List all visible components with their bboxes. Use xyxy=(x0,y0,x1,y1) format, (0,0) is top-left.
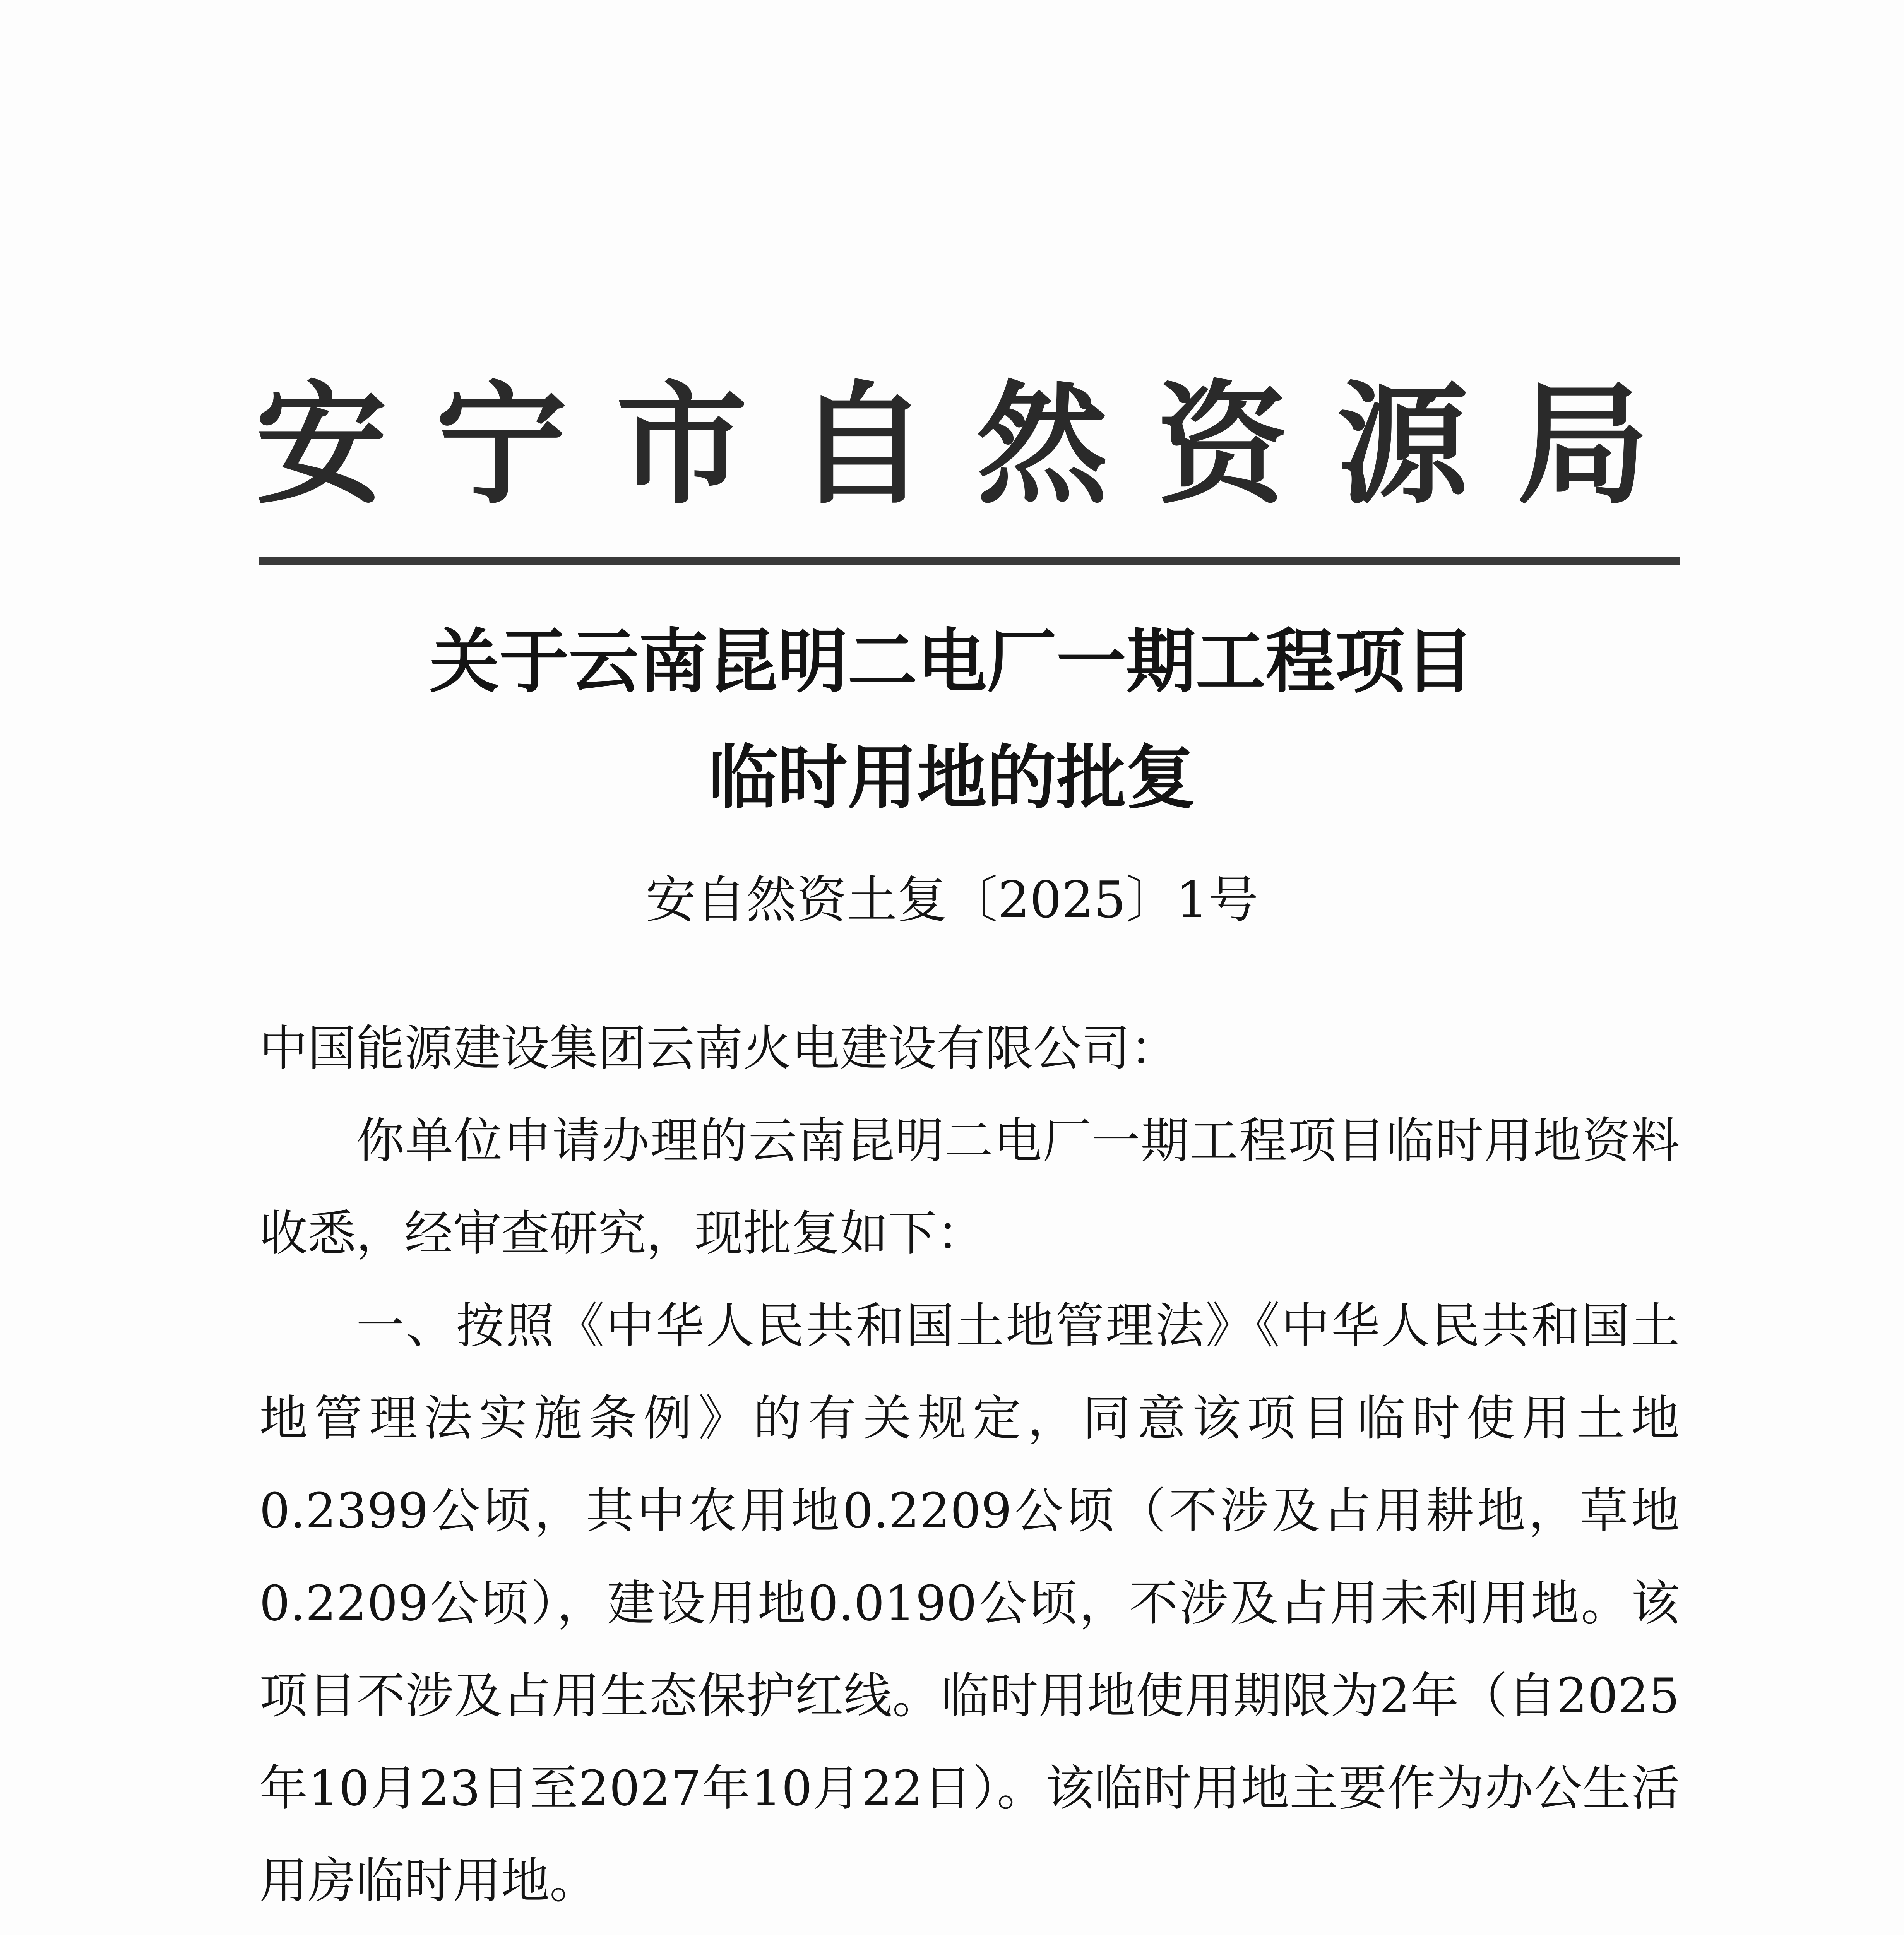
body-paragraph-item-1: 一、按照《中华人民共和国土地管理法》《中华人民共和国土地管理法实施条例》的有关规定，同意该项目临时使用土地0.2399公顷，其中农用地0.2209公顷（不涉及占用耕地，草地0.2209公顷），建设用地0.0190公顷，不涉及占用未利用地。该项目不涉及占用生态保护红线。临时用地使用期限为2年（自2025年10月23日至2027年10月22日）。该临时用地主要作为办公生活用房临时用地。 xyxy=(259,1298,1680,1909)
heading-char: 资 xyxy=(1156,368,1288,522)
heading-char: 自 xyxy=(796,368,928,522)
heading-char: 宁 xyxy=(435,368,567,522)
document-title-line-2: 临时用地的批复 xyxy=(708,737,1196,819)
heading-char: 局 xyxy=(1517,368,1649,522)
heading-char: 源 xyxy=(1337,368,1469,522)
document-body xyxy=(259,1002,1680,1935)
heading-char: 然 xyxy=(976,368,1108,522)
document-number: 安自然资土复〔2025〕1号 xyxy=(646,870,1258,929)
heading-char: 市 xyxy=(616,368,748,522)
body-paragraph-intro: 你单位申请办理的云南昆明二电厂一期工程项目临时用地资料收悉，经审查研究，现批复如下： xyxy=(259,1113,1680,1262)
body-paragraph-item-2 xyxy=(259,1927,1680,1935)
heading-char: 安 xyxy=(255,368,387,522)
header-divider xyxy=(259,557,1680,565)
document-title-line-1: 关于云南昆明二电厂一期工程项目 xyxy=(429,621,1474,702)
addressee: 中国能源建设集团云南火电建设有限公司： xyxy=(259,1021,1178,1077)
issuing-authority-heading xyxy=(255,360,1649,530)
